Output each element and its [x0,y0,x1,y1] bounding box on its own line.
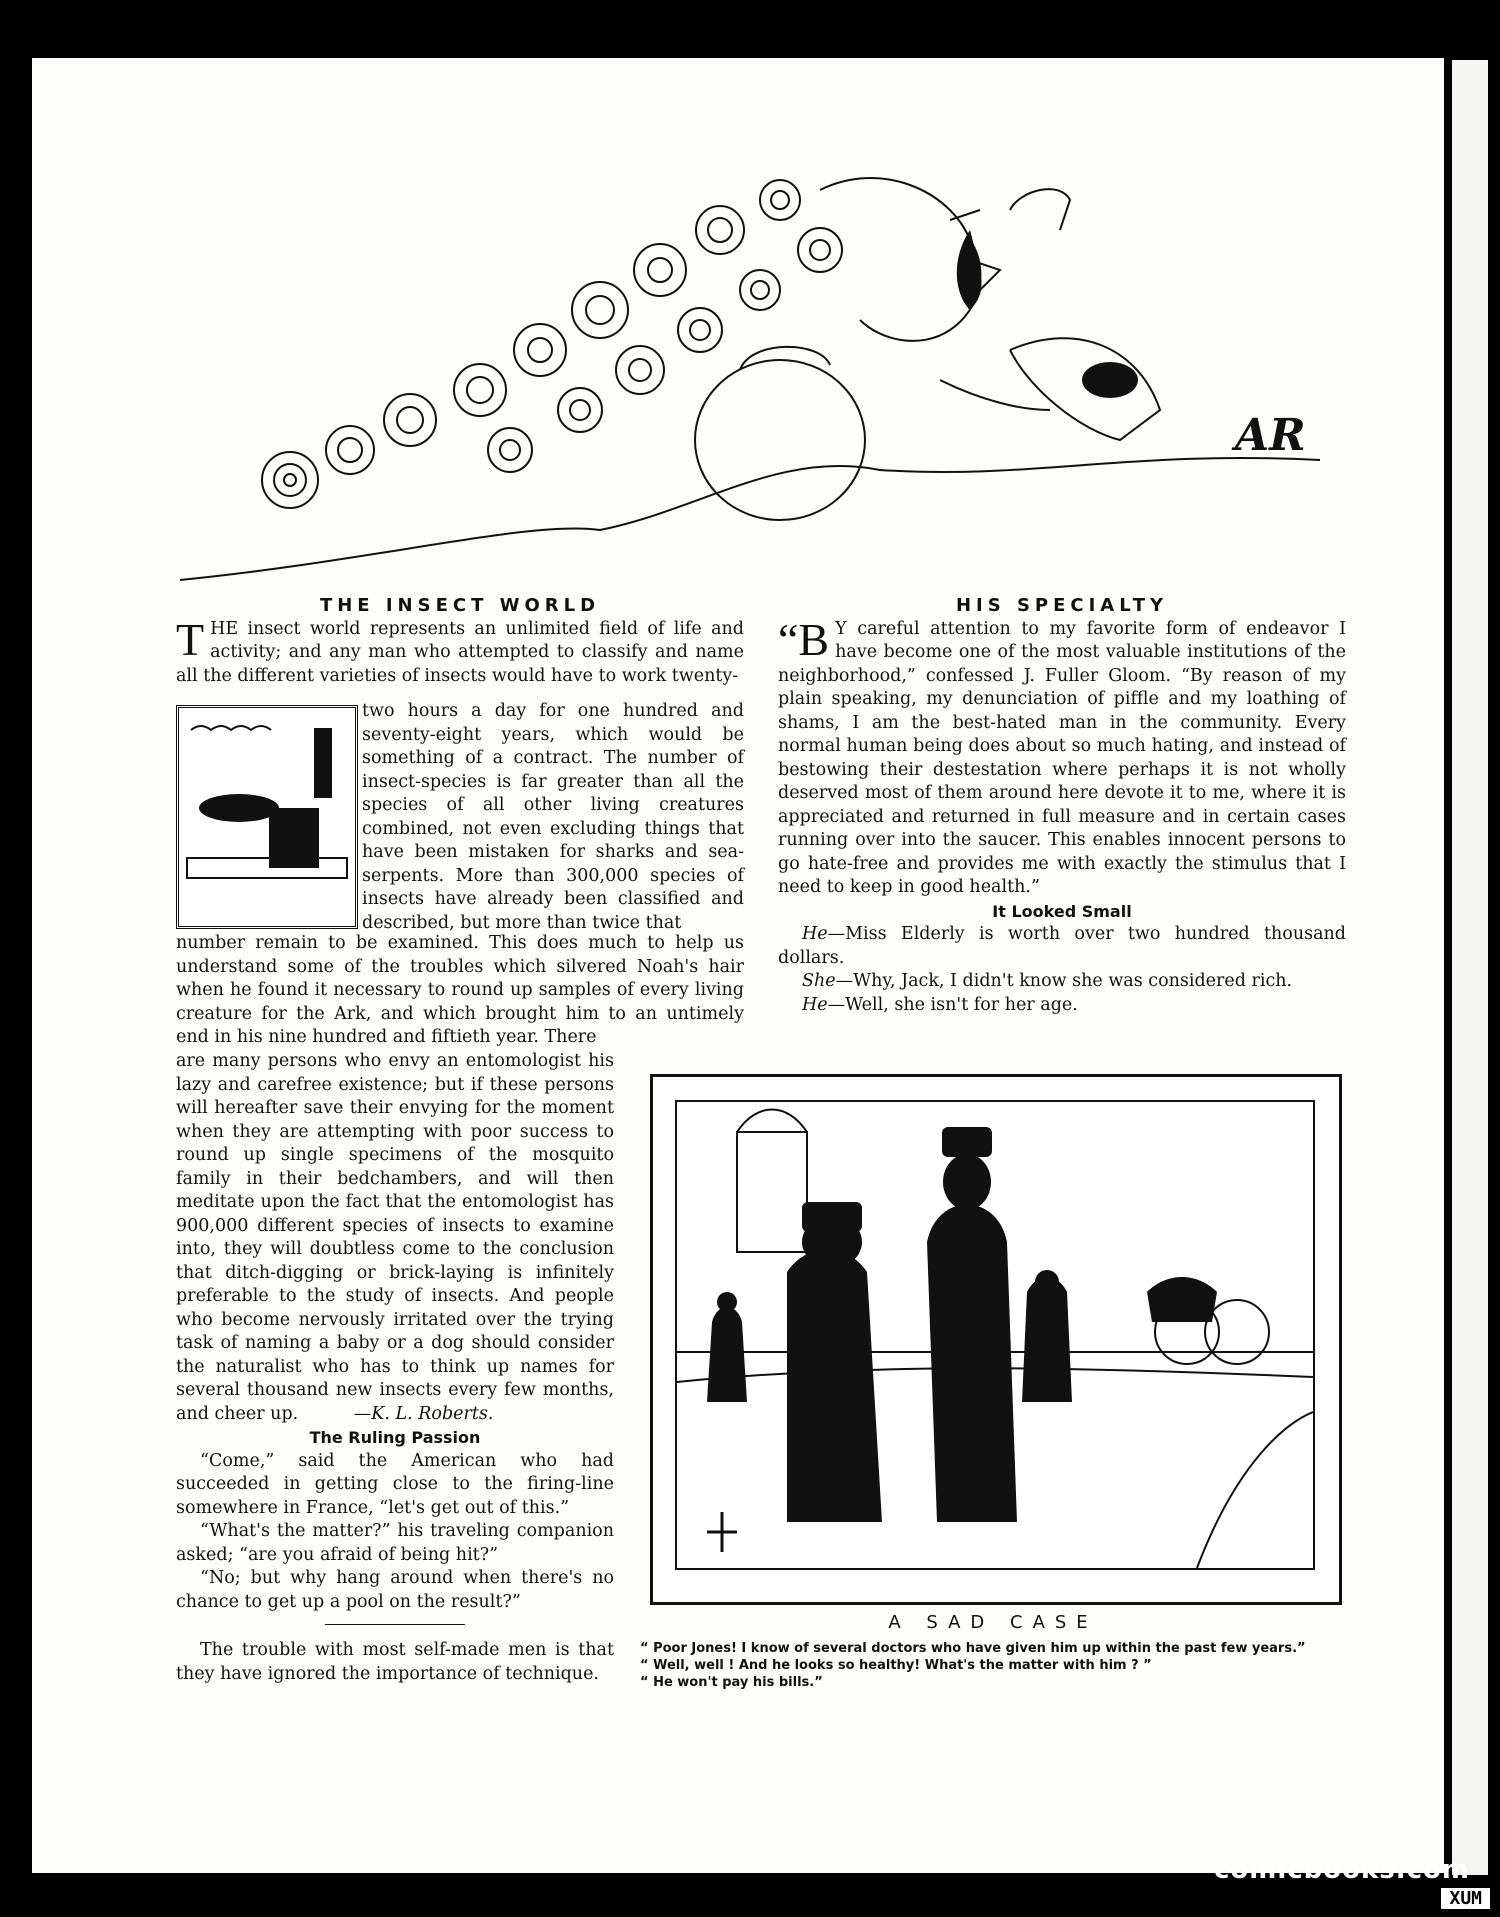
sad-case-cartoon [675,1100,1315,1570]
insect-world-para-4-block [176,1050,614,1686]
artist-monogram: AR [1235,410,1306,461]
insect-world-article [176,594,744,688]
site-watermark: comicbooks.com [1213,1855,1470,1885]
insect-world-para-2-block [362,700,744,935]
facing-page-edge [1452,60,1488,1875]
ruling-passion-title: The Ruling Passion [309,1428,481,1447]
ruling-passion-line-3: “No; but why hang around when there's no chance to get up a pool on the result?” [176,1568,614,1612]
looked-small-line-1: He—Miss Elderly is worth over two hundred thousand dollars. [778,924,1346,968]
his-specialty-body: “B Y careful attention to my favorite form of endeavor I have become one of the most valuable institutions of the neighborhood,” confessed J. Fuller Gloom. “By reason of my plain speaking, my denunciation of piffle and my loathing of shams, I am the best-hated man in the community. Every normal human being does about so much hating, and instead of bestowing their destestation where perhaps it is not wholly deserved most of them around here devote it to me, where it is appreciated and returned in full measure and in certain cases running over into the saucer. This enables innocent persons to go hate-free and provides me with exactly the stimulus that I need to keep in good health.” [778,613,1346,897]
sad-case-quote-1: “ Poor Jones! I know of several doctors who have given him up within the past few years.” [640,1641,1306,1656]
self-made-quip: The trouble with most self-made men is that they have ignored the importance of technique. [176,1640,614,1684]
couple-cartoon [179,708,355,926]
page-number: XUM [1441,1888,1490,1909]
author-signature: —K. L. Roberts. [353,1403,494,1424]
small-cartoon-inset [176,705,358,929]
insect-world-title: THE INSECT WORLD [319,595,601,616]
looked-small-title: It Looked Small [992,901,1132,921]
looked-small-line-3: He—Well, she isn't for her age. [802,994,1078,1015]
silhouette-scene [677,1102,1313,1568]
sad-case-quote-2: “ Well, well ! And he looks so healthy! What's the matter with him ? ” [640,1658,1152,1673]
insect-world-para-3-block [176,932,744,1050]
dropcap-b: “B [778,613,830,665]
dropcap: T [176,613,205,665]
insect-world-para-2: two hours a day for one hundred and seventy-eight years, which would be something of a contract. The number of insect-species is far greater than all the species of all other living creatures combined, not even excluding things that have been mistaken for sharks and sea-serpents. More than 300,000 species of insects have already been classified and described, but more than twice that [362,701,744,933]
his-specialty-title: HIS SPECIALTY [955,595,1169,616]
divider-rule [325,1624,465,1625]
insect-world-para-1: THE insect world represents an unlimited field of life and activity; and any man who attempted to classify and name all the different varieties of insects would have to work twenty- [176,613,744,686]
sad-case-title: A SAD CASE [888,1612,1098,1633]
insect-world-para-4: are many persons who envy an entomologist his lazy and carefree existence; but if these persons will hereafter save their envying for the moment when they are attempting with poor success to round up single specimens of the mosquito family in their bedchambers, and will then meditate upon the fact that the entomologist has 900,000 different species of insects to examine into, they will doubtless come to the conclusion that ditch-digging or brick-laying is infinitely preferable to the study of insects. And people who become nervously irritated over the trying task of naming a baby or a dog should consider the naturalist who has to think up names for several thousand new insects every few months, and cheer up. —K. L. Roberts. [176,1051,614,1424]
ruling-passion-line-1: “Come,” said the American who had succeeded in getting close to the firing-line somewhere in France, “let's get out of this.” [176,1450,614,1518]
looked-small-line-2: She—Why, Jack, I didn't know she was considered rich. [802,971,1293,991]
his-specialty-article [778,594,1346,1017]
insect-world-para-3: number remain to be examined. This does much to help us understand some of the troubles which silvered Noah's hair when he found it necessary to round up samples of every living creature for the Ark, and which brought him to an untimely end in his nine hundred and fiftieth year. There [176,933,744,1047]
genie-illustration [180,150,1340,590]
ruling-passion-line-2: “What's the matter?” his traveling companion asked; “are you afraid of being hit?” [176,1521,614,1565]
sad-case-caption [640,1640,1340,1691]
sad-case-quote-3: “ He won't pay his bills.” [640,1675,823,1690]
